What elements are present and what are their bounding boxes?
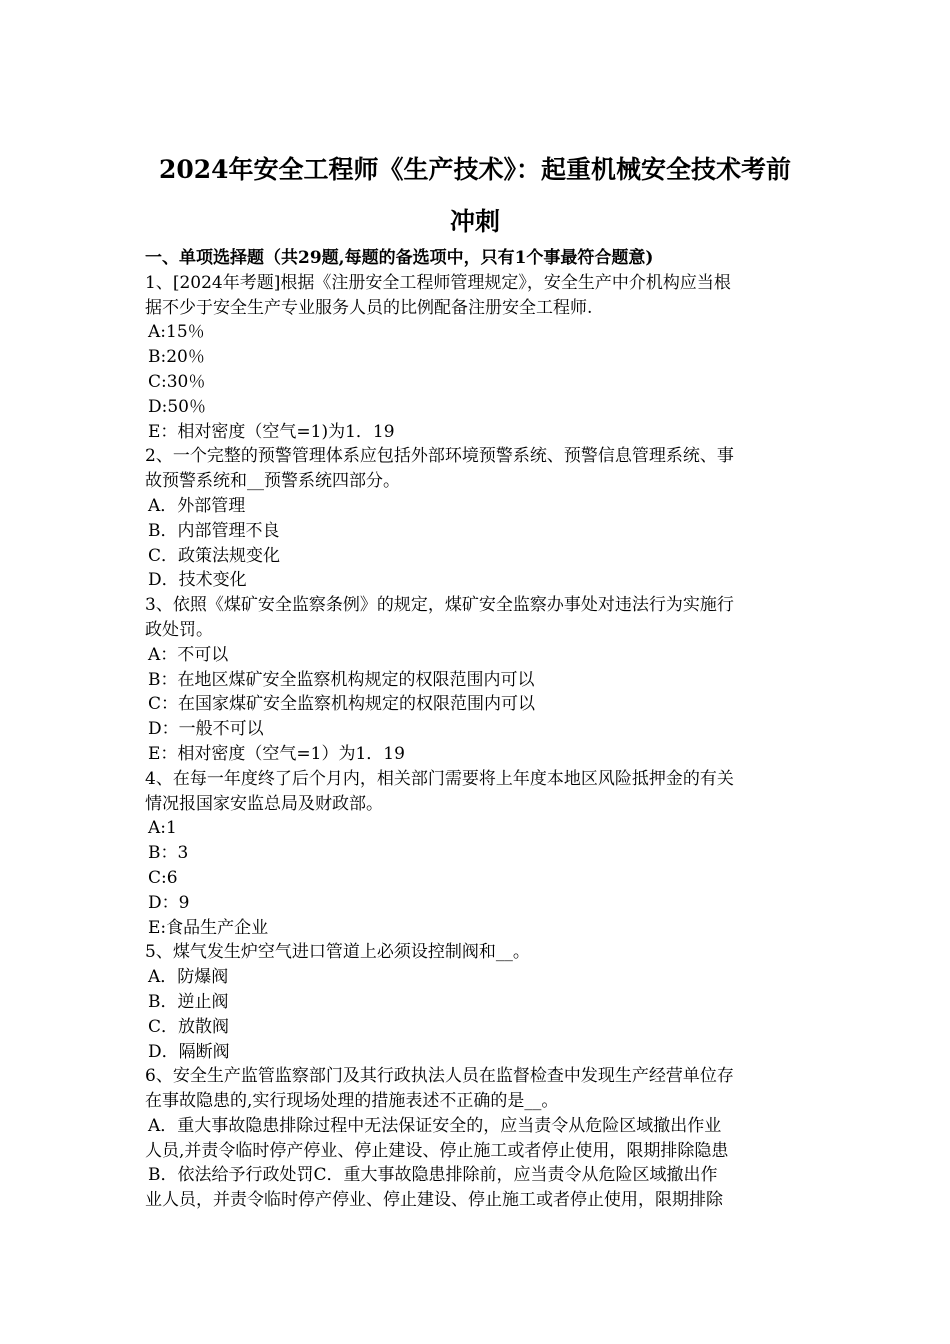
question-5-option-d: D．隔断阀 — [148, 1041, 230, 1062]
question-2-option-b: B．内部管理不良 — [148, 520, 280, 541]
question-4-option-b: B：3 — [148, 843, 189, 864]
question-4-option-e: E:食品生产企业 — [148, 917, 269, 938]
question-2-option-d: D．技术变化 — [148, 570, 247, 591]
question-2-stem-line-1: 2、一个完整的预警管理体系应包括外部环境预警系统、预警信息管理系统、事 — [145, 446, 734, 467]
question-3-option-a: A：不可以 — [148, 644, 229, 665]
question-5-stem-line-1: 5、煤气发生炉空气进口管道上必须设控制阀和__。 — [145, 942, 530, 963]
question-1-stem-line-1: 1、[2024年考题]根据《注册安全工程师管理规定》，安全生产中介机构应当根 — [145, 272, 731, 293]
question-6-stem-line-2: 在事故隐患的,实行现场处理的措施表述不正确的是__。 — [145, 1091, 559, 1112]
question-3-option-d: D：一般不可以 — [148, 719, 264, 740]
question-3-stem-line-1: 3、依照《煤矿安全监察条例》的规定，煤矿安全监察办事处对违法行为实施行 — [145, 595, 734, 616]
question-1-option-d: D:50％ — [148, 396, 206, 417]
question-1-option-a: A:15％ — [148, 322, 205, 343]
document-title-line-1: 2024年安全工程师《生产技术》：起重机械安全技术考前 — [158, 155, 792, 184]
question-6-option-b-line-2: 业人员，并责令临时停产停业、停止建设、停止施工或者停止使用，限期排除 — [145, 1190, 723, 1211]
question-5-option-a: A．防爆阀 — [148, 967, 229, 988]
question-1-option-c: C:30％ — [148, 371, 206, 392]
question-2-option-c: C．政策法规变化 — [148, 545, 281, 566]
question-1-stem-line-2: 据不少于安全生产专业服务人员的比例配备注册安全工程师. — [145, 297, 593, 318]
question-4-option-c: C:6 — [148, 867, 178, 888]
question-4-option-a: A:1 — [148, 818, 177, 839]
question-1-option-e: E：相对密度（空气=1)为1．19 — [148, 421, 395, 442]
question-5-option-c: C．放散阀 — [148, 1016, 230, 1037]
question-6-option-b-line-1: B．依法给予行政处罚C．重大事故隐患排除前，应当责令从危险区域撤出作 — [148, 1165, 718, 1186]
question-6-stem-line-1: 6、安全生产监管监察部门及其行政执法人员在监督检查中发现生产经营单位存 — [145, 1066, 734, 1087]
document-title-line-2: 冲刺 — [449, 207, 500, 236]
question-3-option-b: B：在地区煤矿安全监察机构规定的权限范围内可以 — [148, 669, 535, 690]
question-5-option-b: B．逆止阀 — [148, 991, 229, 1012]
question-2-stem-line-2: 故预警系统和__预警系统四部分。 — [145, 471, 400, 492]
question-6-option-a-line-2: 人员,并责令临时停产停业、停止建设、停止施工或者停止使用，限期排除隐患 — [145, 1140, 729, 1161]
question-2-option-a: A．外部管理 — [148, 495, 246, 516]
question-1-option-b: B:20％ — [148, 347, 205, 368]
section-heading: 一、单项选择题（共29题,每题的备选项中，只有1个事最符合题意) — [145, 248, 654, 268]
question-6-option-a-line-1: A．重大事故隐患排除过程中无法保证安全的，应当责令从危险区域撤出作业 — [148, 1115, 722, 1136]
document-body — [145, 246, 810, 1213]
question-3-option-c: C：在国家煤矿安全监察机构规定的权限范围内可以 — [148, 694, 536, 715]
question-4-option-d: D：9 — [148, 892, 190, 913]
question-4-stem-line-2: 情况报国家安监总局及财政部。 — [145, 793, 383, 814]
question-4-stem-line-1: 4、在每一年度终了后个月内，相关部门需要将上年度本地区风险抵押金的有关 — [145, 768, 734, 789]
question-3-option-e: E：相对密度（空气=1）为1．19 — [148, 743, 405, 764]
question-3-stem-line-2: 政处罚。 — [145, 619, 213, 640]
